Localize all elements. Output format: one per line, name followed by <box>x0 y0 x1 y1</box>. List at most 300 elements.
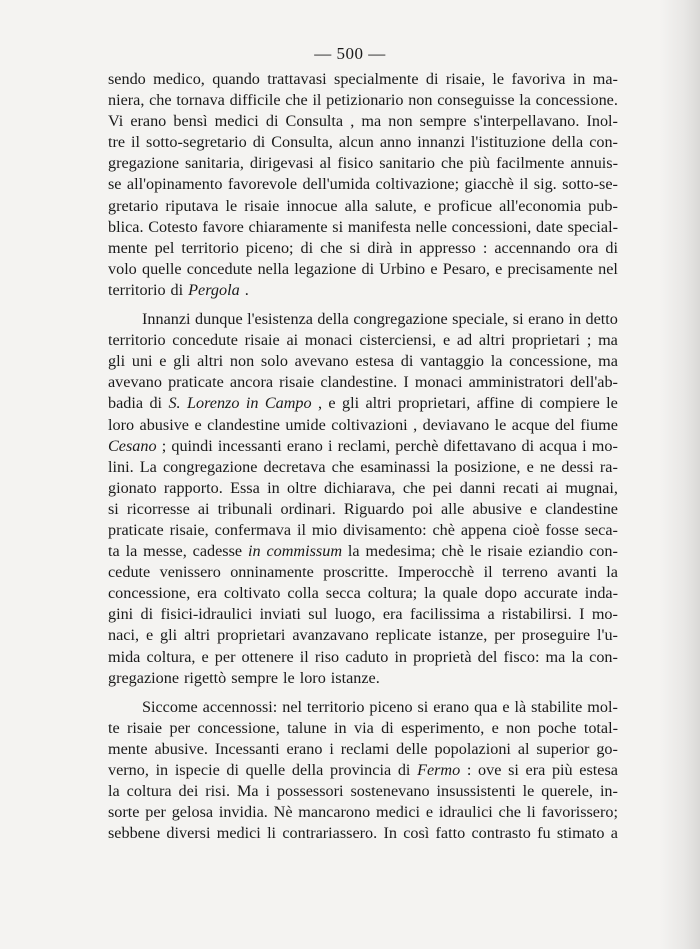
word: e <box>145 626 154 645</box>
text-line <box>108 802 618 823</box>
text-line <box>108 174 618 195</box>
word: il <box>296 520 306 539</box>
page-edge-shadow <box>660 0 700 949</box>
word: perchè <box>395 436 439 455</box>
word: concessione. <box>535 91 618 110</box>
word: qua <box>474 697 498 716</box>
word: invidia. <box>218 803 268 822</box>
text-line <box>108 415 618 436</box>
word: talune <box>287 718 327 737</box>
word: li <box>267 824 277 843</box>
text-line <box>108 111 618 132</box>
word: ma <box>598 352 618 371</box>
word: risaie <box>127 718 163 737</box>
word: e <box>194 415 202 434</box>
word: estesa <box>355 352 395 371</box>
italic-term: Lorenzo <box>186 394 240 413</box>
word: mancarono <box>298 803 371 822</box>
text-line <box>108 330 618 351</box>
word: le <box>492 70 505 88</box>
word: sanitario <box>379 154 435 173</box>
word: di <box>170 280 184 299</box>
word: era <box>525 761 546 779</box>
word: estesa <box>579 761 618 779</box>
word: e <box>526 457 534 476</box>
word: monaci <box>304 331 353 350</box>
text-line <box>108 259 618 280</box>
word: sendo <box>108 70 146 88</box>
word: ta <box>108 542 120 561</box>
word: risaie <box>279 373 315 392</box>
italic-term: Fermo <box>417 761 461 779</box>
word: ; <box>161 436 167 455</box>
word: manifesta <box>347 217 411 236</box>
word: dei <box>178 782 199 801</box>
word: concedute <box>172 331 238 350</box>
word: dell'ab- <box>570 373 618 392</box>
word: cioè <box>512 520 540 539</box>
word: pub- <box>588 196 618 215</box>
word: badia <box>108 394 144 413</box>
word: inda- <box>584 584 618 603</box>
word: coltivazioni <box>331 415 408 434</box>
word: quale <box>442 584 478 603</box>
word: per <box>169 718 191 737</box>
word: le <box>225 196 238 215</box>
word: chiaramente <box>248 217 328 236</box>
word: di <box>252 133 266 152</box>
word: favorevole <box>227 175 298 194</box>
word: in <box>399 238 413 257</box>
word: pel <box>154 238 175 257</box>
word: risaie, <box>169 520 209 539</box>
word: tornava <box>176 91 225 110</box>
word: date <box>535 217 563 236</box>
word: salute, <box>375 196 417 215</box>
word: sotto-segretario <box>146 133 247 152</box>
word: legazione <box>294 259 357 278</box>
word: le <box>494 415 507 434</box>
word: total- <box>583 718 618 737</box>
text-line <box>108 718 618 739</box>
paragraph <box>108 69 618 301</box>
word: innocue <box>286 196 338 215</box>
word: blica. <box>108 217 144 236</box>
word: Innanzi <box>142 310 191 329</box>
body-text <box>108 69 618 844</box>
word: solo <box>260 352 288 371</box>
word: giacchè <box>464 175 514 194</box>
word: medici <box>216 824 261 843</box>
word: le <box>469 542 482 561</box>
word: sotto-se- <box>562 175 618 194</box>
word: là <box>514 697 527 716</box>
word: avevano <box>108 373 162 392</box>
word: ai <box>197 499 210 518</box>
word: di <box>521 436 535 455</box>
word: Inol- <box>586 112 618 131</box>
word: ottenere <box>241 647 294 666</box>
word: i <box>329 739 334 758</box>
word: anno <box>379 133 412 152</box>
word: ancora <box>229 373 274 392</box>
word: la <box>571 647 584 666</box>
word: appresso <box>419 238 476 257</box>
word: e <box>328 394 336 413</box>
word: e <box>495 259 503 278</box>
word: erano <box>286 739 323 758</box>
word: ma <box>361 112 382 131</box>
text-line <box>108 372 618 393</box>
word: mida <box>108 647 141 666</box>
word: le <box>283 668 295 687</box>
word: al <box>319 154 332 173</box>
word: gli <box>173 352 191 371</box>
word: la <box>490 352 503 371</box>
text-line <box>108 196 618 217</box>
word: avanzavano <box>292 626 369 645</box>
word: popolazioni <box>434 739 511 758</box>
word: risi. <box>205 782 231 801</box>
word: rigettò <box>184 668 227 687</box>
word: le <box>522 782 535 801</box>
word: mo- <box>591 436 618 455</box>
word: piceno; <box>245 238 294 257</box>
word: e <box>442 331 451 350</box>
word: erano <box>433 697 470 716</box>
word: proprietari <box>511 331 581 350</box>
word: per <box>145 803 166 822</box>
word: risaie <box>487 542 523 561</box>
word: loro <box>108 415 135 434</box>
text-line <box>108 309 618 330</box>
word: mo- <box>591 605 618 624</box>
word: proprietari <box>217 626 286 645</box>
word: era <box>197 584 217 603</box>
word: chè <box>432 520 455 539</box>
word: superior <box>536 739 590 758</box>
word: , <box>350 112 355 131</box>
word: precisamente <box>507 259 593 278</box>
word: coltivato <box>223 584 281 603</box>
word: la <box>606 563 618 582</box>
word: umide <box>285 415 326 434</box>
italic-term: S. <box>168 394 181 413</box>
word: e <box>159 352 167 371</box>
word: riputava <box>165 196 219 215</box>
word: territorio <box>108 280 166 299</box>
word: proprietà <box>413 647 472 666</box>
word: coltura; <box>367 584 418 603</box>
word: niera, <box>108 91 145 110</box>
word: abusive. <box>154 739 208 758</box>
word: l'istituzione <box>470 133 546 152</box>
word: nella <box>257 259 290 278</box>
word: a <box>487 605 495 624</box>
word: esaminassi <box>360 457 431 476</box>
word: colla <box>287 584 319 603</box>
word: ora <box>577 238 599 257</box>
word: di <box>140 605 154 624</box>
word: istanze. <box>330 668 380 687</box>
word: si <box>417 697 429 716</box>
word: in <box>394 647 408 666</box>
word: alcun <box>338 133 374 152</box>
word: il <box>483 563 493 582</box>
word: special- <box>567 217 618 236</box>
word: concedute <box>186 259 253 278</box>
word: acque <box>511 415 550 434</box>
word: si <box>332 217 344 236</box>
word: in <box>267 478 280 497</box>
word: il <box>131 133 141 152</box>
word: ordinari. <box>280 499 336 518</box>
word: più <box>469 154 491 173</box>
word: ma- <box>592 70 618 88</box>
word: poche <box>537 718 577 737</box>
word: idraulici <box>438 803 493 822</box>
word: i <box>327 436 333 455</box>
word: la <box>424 584 436 603</box>
word: conseguisse <box>437 91 515 110</box>
word: reclami, <box>337 436 391 455</box>
word: onninamente <box>230 563 314 582</box>
word: favoriva <box>511 70 566 88</box>
word: altri <box>478 331 505 350</box>
word: insussistenti <box>436 782 516 801</box>
word: rapporto. <box>163 478 223 497</box>
italic-term: commissum <box>266 542 343 561</box>
word: Urbino <box>379 259 426 278</box>
word: proscritte. <box>323 563 389 582</box>
word: uni <box>131 352 153 371</box>
word: in <box>572 70 586 88</box>
word: mol- <box>587 697 618 716</box>
word: Essa <box>230 478 260 497</box>
word: l'u- <box>597 626 618 645</box>
word: dichiarava, <box>324 478 396 497</box>
word: medici <box>376 803 421 822</box>
word: I <box>403 373 409 392</box>
italic-term: in <box>245 394 259 413</box>
word: querele, <box>541 782 593 801</box>
word: della <box>317 310 349 329</box>
word: abusive <box>472 499 522 518</box>
word: sebbene <box>108 824 161 843</box>
word: ai <box>286 331 299 350</box>
word: Incessanti <box>214 739 280 758</box>
word: , <box>413 415 418 434</box>
word: sorte <box>108 803 140 822</box>
word: in <box>334 718 347 737</box>
word: con- <box>589 133 618 152</box>
text-line <box>108 393 618 414</box>
word: sanitaria, <box>184 154 244 173</box>
word: di <box>397 761 411 779</box>
word: Cotesto <box>148 217 198 236</box>
word: altri <box>197 352 224 371</box>
word: s'interpellavano. <box>473 112 580 131</box>
word: ricorresse <box>126 499 190 518</box>
word: sig. <box>533 175 557 194</box>
word: stimato <box>556 824 605 843</box>
word: ai <box>546 478 558 497</box>
word: si <box>108 499 119 518</box>
word: la <box>436 457 449 476</box>
word: di <box>300 238 314 257</box>
word: della <box>291 761 324 779</box>
word: risaie <box>244 196 280 215</box>
word: compiere <box>539 394 600 413</box>
word: eziandio <box>528 542 584 561</box>
word: ra- <box>599 457 618 476</box>
word: ristabilirsi. <box>502 605 572 624</box>
word: terreno <box>502 563 548 582</box>
word: del <box>554 415 575 434</box>
word: per <box>494 626 515 645</box>
word: praticate <box>168 373 224 392</box>
paragraph <box>108 697 618 845</box>
word: e <box>425 803 434 822</box>
text-line <box>108 562 618 583</box>
word: facilmente <box>496 154 565 173</box>
word: cedute <box>108 563 151 582</box>
word: luogo, <box>334 605 376 624</box>
word: e <box>529 499 538 518</box>
word: monaci <box>414 373 463 392</box>
word: . <box>244 280 249 299</box>
word: I <box>579 605 585 624</box>
word: : <box>466 761 472 779</box>
word: proprietari, <box>397 394 471 413</box>
word: si <box>512 310 524 329</box>
word: proseguire <box>521 626 591 645</box>
word: se <box>108 175 122 194</box>
text-line <box>108 499 618 520</box>
word: sempre <box>231 668 279 687</box>
text-line <box>108 760 618 781</box>
word: Pesaro, <box>442 259 490 278</box>
word: esperimento, <box>401 718 485 737</box>
italic-term: Pergola <box>188 280 240 299</box>
text-line <box>108 625 618 646</box>
word: replicate <box>375 626 432 645</box>
word: , <box>317 394 323 413</box>
word: di <box>520 394 534 413</box>
word: Riguardo <box>343 499 405 518</box>
word: mente <box>108 739 148 758</box>
word: a <box>610 824 618 843</box>
word: coltura <box>126 782 172 801</box>
word: petizionario <box>326 91 404 110</box>
word: stabilite <box>531 697 583 716</box>
paragraph <box>108 309 618 689</box>
word: cisterciensi, <box>359 331 437 350</box>
word: non <box>506 718 531 737</box>
word: che <box>285 91 308 110</box>
word: abusive <box>139 415 189 434</box>
word: Consulta, <box>271 133 333 152</box>
word: messe, <box>143 542 187 561</box>
word: avevano <box>294 352 349 371</box>
word: così <box>403 824 430 843</box>
text-line <box>108 351 618 372</box>
word: posizione, <box>454 457 521 476</box>
word: tre <box>108 133 126 152</box>
word: accennossi: <box>202 697 278 716</box>
word: si <box>349 238 361 257</box>
word: all'economia <box>499 196 582 215</box>
word: favorissero; <box>541 803 618 822</box>
word: gli <box>342 394 360 413</box>
word: all'opinamento <box>126 175 223 194</box>
word: istanze, <box>438 626 488 645</box>
word: accennando <box>494 238 571 257</box>
word: reclami <box>340 739 390 758</box>
word: appena <box>460 520 507 539</box>
word: la <box>347 542 360 561</box>
word: quelle <box>245 761 286 779</box>
word: venissero <box>159 563 221 582</box>
text-line <box>108 739 618 760</box>
word: contrariassero. <box>282 824 378 843</box>
word: di <box>265 112 279 131</box>
text-line <box>108 541 618 562</box>
word: tribunali <box>217 499 273 518</box>
word: naci, <box>108 626 140 645</box>
word: dessi <box>561 457 594 476</box>
word: alle <box>440 499 465 518</box>
word: erano <box>130 112 167 131</box>
text-line <box>108 90 618 111</box>
word: che <box>320 238 343 257</box>
word: altri <box>365 394 392 413</box>
text-line <box>108 668 618 689</box>
word: dell'umida <box>302 175 371 194</box>
word: facilissima <box>409 605 481 624</box>
word: fosse <box>545 520 579 539</box>
word: difficile <box>229 91 281 110</box>
word: del <box>477 647 498 666</box>
word: li <box>526 803 536 822</box>
word: l'esistenza <box>247 310 313 329</box>
word: clandestine <box>545 499 618 518</box>
word: ispecie <box>174 761 220 779</box>
word: che <box>149 91 172 110</box>
word: dirigevasi <box>249 154 314 173</box>
word: lini. <box>108 457 134 476</box>
word: che <box>498 803 521 822</box>
word: Ma <box>236 782 259 801</box>
word: al <box>517 739 530 758</box>
word: La <box>139 457 157 476</box>
word: risaie, <box>445 70 485 88</box>
word: sul <box>308 605 328 624</box>
word: diversi <box>166 824 211 843</box>
word: innanzi <box>417 133 465 152</box>
word: ove <box>478 761 502 779</box>
word: territorio <box>108 331 166 350</box>
word: detto <box>585 310 618 329</box>
word: quindi <box>171 436 213 455</box>
word: : <box>482 238 488 257</box>
word: con- <box>589 647 618 666</box>
word: sostenevano <box>350 782 430 801</box>
text-line <box>108 647 618 668</box>
word: il <box>312 91 322 110</box>
word: confermava <box>214 520 292 539</box>
word: contrasto <box>471 824 531 843</box>
